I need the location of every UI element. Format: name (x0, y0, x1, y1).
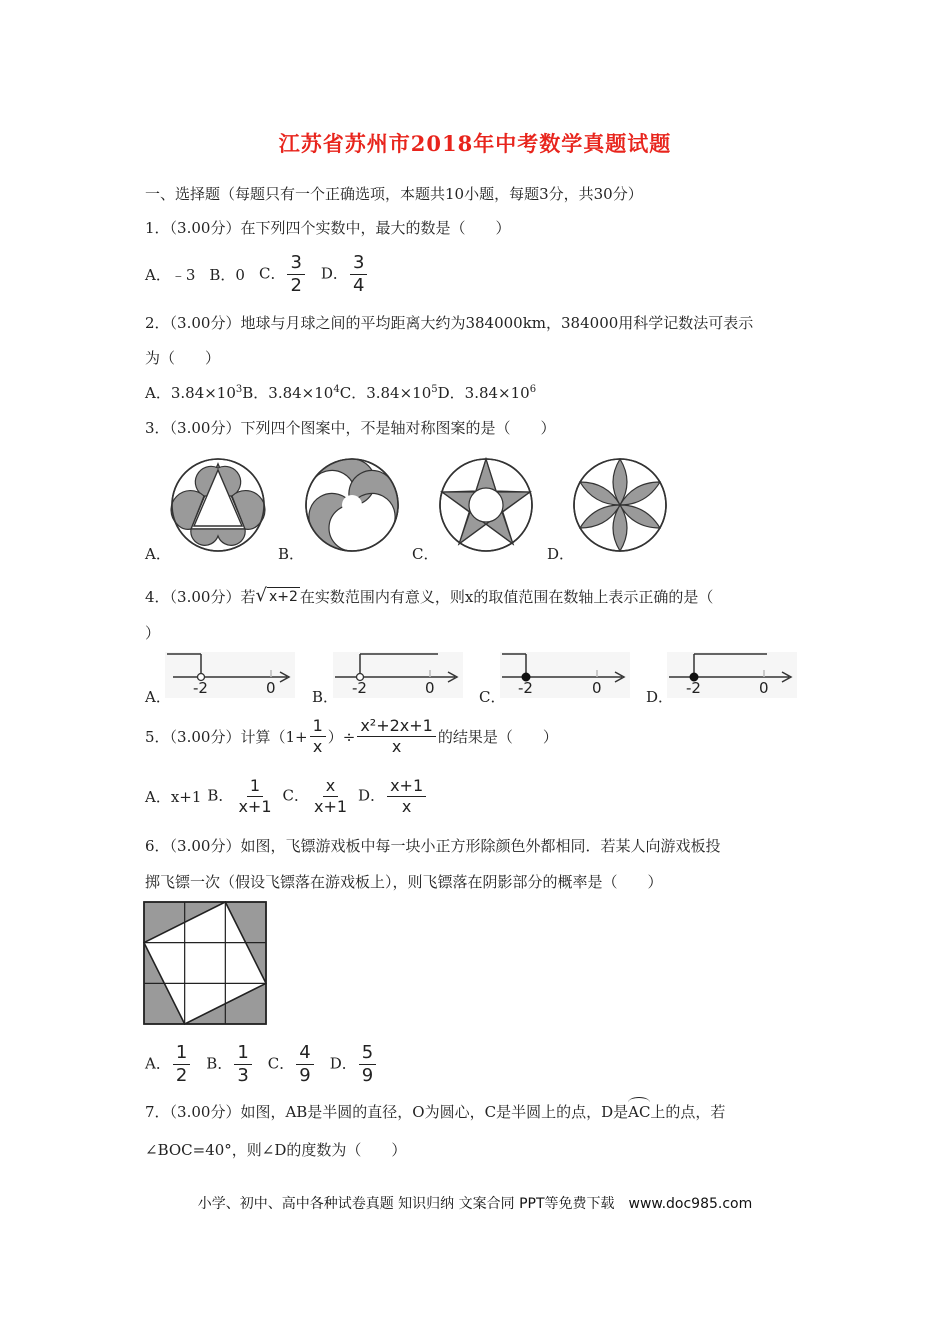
q6-dartboard-figure (144, 902, 266, 1024)
question-2-stem-line2: 为（ ） (145, 349, 221, 367)
question-5-options (145, 776, 428, 817)
q3-figure-d (570, 458, 670, 554)
question-1-stem: 1．（3.00分）在下列四个实数中，最大的数是（ ） (145, 219, 511, 237)
q5-option-d: D． $\frac{x+1}{x}$ (358, 776, 428, 817)
q4-b-tick-zero: 0 (425, 679, 435, 697)
q4-label-b: B． (312, 688, 339, 706)
question-1-options (145, 252, 369, 297)
q4-c-tick-neg: -2 (518, 679, 533, 697)
page-title: 江苏省苏州市2018年中考数学真题试题 (278, 131, 672, 156)
question-6-stem-line2: 掷飞镖一次（假设飞镖落在游戏板上），则飞镖落在阴影部分的概率是（ ） (145, 873, 663, 891)
sqrt-expression: √ x+2 (255, 585, 298, 606)
question-2-options (145, 382, 536, 403)
q1-option-c: C． $\frac{3}{2}$ (259, 252, 307, 297)
q4-c-tick-zero: 0 (592, 679, 602, 697)
question-7-stem-line2: ∠BOC=40°，则∠D的度数为（ ） (145, 1141, 407, 1159)
q4-d-tick-neg: -2 (686, 679, 701, 697)
q3-figure-a (168, 458, 268, 554)
q1-option-d: D． $\frac{3}{4}$ (321, 252, 369, 297)
q2-option-a: A．$3.84\times 10^3$ (145, 384, 243, 402)
q4-a-tick-zero: 0 (266, 679, 276, 697)
q1-option-a: A．﹣3 (145, 266, 196, 284)
q4-d-tick-zero: 0 (759, 679, 769, 697)
question-5-stem: 5．（3.00分）计算（1+ $\frac{1}{x}$ ）÷ $\frac{\text{x²+2x+1}}{x}$ 的结果是（ ） (145, 716, 558, 756)
q2-option-d: D．$3.84\times 10^6$ (437, 384, 537, 402)
question-4-stem: 4．（3.00分）若 √ x+2 在实数范围内有意义，则x的取值范围在数轴上表示正确的是（ (145, 585, 714, 606)
q4-a-tick-neg: -2 (193, 679, 208, 697)
q2-option-b: B．$3.84\times 10^4$ (242, 384, 340, 402)
question-2-stem-line1: 2．（3.00分）地球与月球之间的平均距离大约为384000km，384000用科学记数法可表示 (145, 314, 754, 332)
q4-label-d: D． (646, 688, 674, 706)
q6-option-a: A． $\frac{1}{2}$ (145, 1042, 192, 1087)
question-6-stem-line1: 6．（3.00分）如图，飞镖游戏板中每一块小正方形除颜色外都相同．若某人向游戏板投 (145, 837, 721, 855)
page-footer: 小学、初中、高中各种试卷真题 知识归纳 文案合同 PPT等免费下载 www.doc985.com (197, 1196, 753, 1212)
q5-option-a: A．x+1 (145, 788, 202, 806)
q3-label-a: A． (145, 545, 171, 563)
q6-option-c: C． $\frac{4}{9}$ (268, 1042, 316, 1087)
q4-b-tick-neg: -2 (352, 679, 367, 697)
q5-option-c: C． $\frac{x}{x+1}$ (282, 776, 348, 816)
q4-label-c: C． (479, 688, 506, 706)
arc-ac-symbol: AC (628, 1103, 651, 1121)
question-7-stem-line1: 7．（3.00分）如图，AB是半圆的直径，O为圆心，C是半圆上的点，D是AC上的点，若 (145, 1103, 726, 1121)
q5-option-b: B． $\frac{1}{x+1}$ (207, 776, 272, 816)
q1-option-b: B．0 (209, 266, 245, 284)
q3-label-d: D． (547, 545, 575, 563)
question-3-stem: 3．（3.00分）下列四个图案中，不是轴对称图案的是（ ） (145, 419, 556, 437)
section-header: 一、选择题（每题只有一个正确选项，本题共10小题，每题3分，共30分） (145, 185, 643, 203)
question-4-stem-line2: ） (145, 624, 161, 642)
q2-option-c: C．$3.84\times 10^5$ (339, 384, 438, 402)
q3-figure-c (436, 458, 536, 554)
q4-label-a: A． (145, 688, 171, 706)
q3-label-c: C． (412, 545, 439, 563)
q6-option-b: B． $\frac{1}{3}$ (206, 1042, 253, 1087)
q3-figure-b (302, 458, 402, 554)
q3-label-b: B． (278, 545, 305, 563)
q6-option-d: D． $\frac{5}{9}$ (330, 1042, 378, 1087)
question-6-options (145, 1042, 378, 1087)
